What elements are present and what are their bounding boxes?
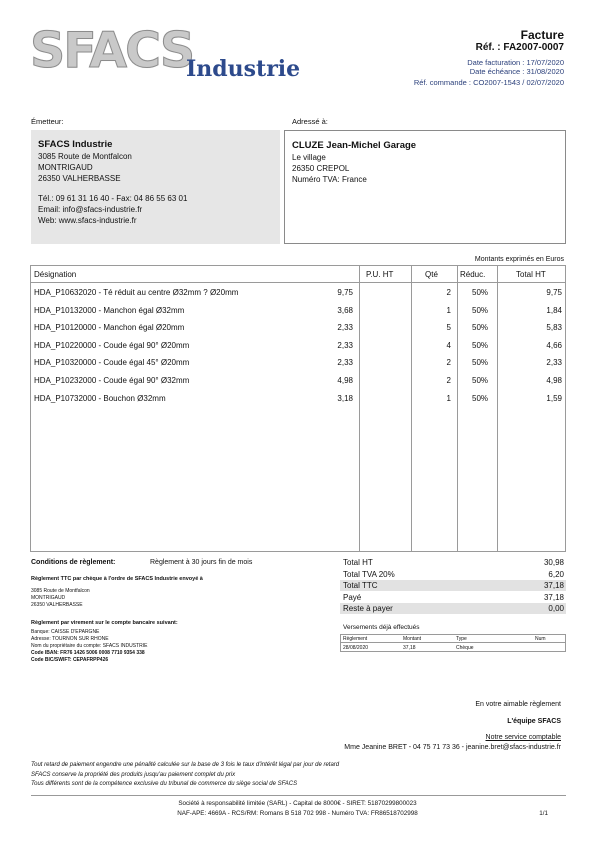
- legal-line-1: Tout retard de paiement engendre une pénalité calculée sur la base de 3 fois le taux d'intérêt légal par jour de retard: [31, 762, 340, 768]
- table-row: [31, 372, 565, 390]
- cell-designation: HDA_P10120000 - Manchon égal Ø20mm: [34, 323, 185, 333]
- total-row: [340, 580, 566, 591]
- cell-unit-price: 4,98: [337, 376, 353, 385]
- bank-address: Adresse: TOURNON SUR RHONE: [31, 636, 109, 642]
- company-logo-subtitle: Industrie: [186, 56, 301, 82]
- total-value: 37,18: [543, 581, 564, 590]
- total-value: 37,18: [543, 592, 564, 602]
- recipient-name: CLUZE Jean-Michel Garage: [292, 140, 417, 151]
- total-value: 6,20: [548, 569, 564, 579]
- bic: Code BIC/SWIFT: CEPAFRPP426: [31, 657, 109, 663]
- legal-line-3: Tous différents sont de la compétence exclusive du tribunal de commerce du siège social de SFACS: [31, 781, 298, 787]
- cell-quantity: 2: [446, 288, 451, 297]
- cell-discount: 50%: [472, 288, 489, 297]
- cell-discount: 50%: [472, 393, 489, 403]
- recipient-address-1: Le village: [292, 153, 326, 162]
- sender-phone-fax: Tél.: 09 61 31 16 40 - Fax: 04 86 55 63 01: [38, 194, 188, 203]
- cell-quantity: 2: [446, 376, 451, 385]
- bank-name: Banque: CAISSE D'EPARGNE: [31, 629, 100, 635]
- recipient-box: [284, 130, 566, 244]
- amounts-currency-note: Montants exprimés en Euros: [474, 256, 564, 263]
- total-label: Total TTC: [343, 581, 378, 590]
- cell-unit-price: 2,33: [337, 323, 353, 333]
- payment-date: 28/08/2020: [343, 645, 369, 651]
- cell-designation: HDA_P10132000 - Manchon égal Ø32mm: [34, 305, 185, 315]
- payment-conditions-value: Règlement à 30 jours fin de mois: [150, 559, 253, 566]
- total-value: 30,98: [543, 558, 564, 567]
- invoice-date: Date facturation : 17/07/2020: [467, 58, 564, 67]
- payments-done-table: [340, 634, 566, 652]
- cell-discount: 50%: [472, 358, 489, 368]
- table-row: [31, 302, 565, 320]
- legal-notice: [31, 761, 339, 790]
- cell-quantity: 1: [446, 305, 451, 315]
- table-row: [31, 390, 565, 408]
- cheque-instructions: Règlement TTC par chèque à l'ordre de SFACS Industrie envoyé à: [31, 576, 203, 582]
- total-row: [340, 592, 566, 603]
- cell-total: 2,33: [546, 358, 562, 368]
- cheque-address-2: MONTRIGAUD: [31, 595, 66, 601]
- cell-designation: HDA_P10632020 - Té réduit au centre Ø32mm ? Ø20mm: [34, 288, 239, 297]
- table-header: [31, 266, 565, 283]
- total-label: Total HT: [343, 558, 373, 567]
- recipient-label: Adressé à:: [292, 117, 328, 126]
- sender-address-1: 3085 Route de Montfalcon: [38, 152, 132, 161]
- total-row: [340, 569, 566, 580]
- total-value: 0,00: [548, 604, 564, 613]
- cell-designation: HDA_P10320000 - Coude égal 45° Ø20mm: [34, 358, 190, 368]
- total-label: Payé: [343, 592, 362, 602]
- cell-quantity: 4: [446, 340, 451, 350]
- sender-label: Émetteur:: [31, 117, 64, 126]
- signature-contact: Mme Jeanine BRET - 04 75 71 73 36 - jeanine.bret@sfacs-industrie.fr: [344, 744, 561, 751]
- cell-designation: HDA_P10220000 - Coude égal 90° Ø20mm: [34, 340, 190, 350]
- total-label: Reste à payer: [343, 604, 393, 613]
- sender-address-3: 26350 VALHERBASSE: [38, 174, 121, 183]
- sender-email: Email: info@sfacs-industrie.fr: [38, 205, 143, 214]
- iban: Code IBAN: FR76 1426 5006 0008 7710 9354 338: [31, 650, 145, 656]
- header-designation: Désignation: [34, 270, 77, 279]
- cell-unit-price: 3,68: [337, 305, 353, 315]
- table-row: [31, 319, 565, 337]
- header-discount: Réduc.: [460, 270, 486, 279]
- cell-total: 1,84: [546, 305, 562, 315]
- cell-quantity: 2: [446, 358, 451, 368]
- payment-type: Chèque: [456, 645, 474, 651]
- cheque-address: [31, 588, 90, 609]
- transfer-instructions: Règlement par virement sur le compte bancaire suivant:: [31, 620, 178, 626]
- cell-discount: 50%: [472, 340, 489, 350]
- cell-quantity: 1: [446, 393, 451, 403]
- cell-unit-price: 2,33: [337, 340, 353, 350]
- cell-discount: 50%: [472, 376, 489, 385]
- page-number: 1/1: [539, 810, 548, 817]
- invoice-due-date: Date échéance : 31/08/2020: [469, 67, 564, 76]
- cheque-address-3: 26350 VALHERBASSE: [31, 602, 83, 608]
- header-total: Total HT: [516, 270, 546, 279]
- cell-unit-price: 3,18: [337, 393, 353, 403]
- footer-line-1: Société à responsabilité limitée (SARL) - Capital de 8000€ - SIRET: 51870299800023: [178, 800, 417, 807]
- payment-amount: 37,18: [403, 645, 416, 651]
- col-montant: Montant: [403, 636, 422, 642]
- cell-total: 1,59: [546, 393, 562, 403]
- table-row: [31, 337, 565, 355]
- payments-done-header: [341, 635, 565, 643]
- account-owner: Nom du propriétaire du compte: SFACS INDUSTRIE: [31, 643, 148, 649]
- signature-team: L'équipe SFACS: [507, 718, 561, 725]
- header-quantity: Qté: [425, 270, 438, 279]
- invoice-title: Facture: [520, 28, 564, 42]
- sender-box: [31, 130, 280, 244]
- cell-unit-price: 2,33: [337, 358, 353, 368]
- total-label: Total TVA 20%: [343, 569, 395, 579]
- header-unit-price: P.U. HT: [366, 270, 394, 279]
- recipient-vat: Numéro TVA: France: [292, 175, 367, 184]
- col-num: Num: [535, 636, 546, 642]
- signature-greeting: En votre aimable règlement: [475, 701, 561, 708]
- total-row: [340, 557, 566, 568]
- footer-line-2: NAF-APE: 4669A - RCS/RM: Romans B 518 702 998 - Numéro TVA: FR86518702998: [177, 810, 418, 817]
- sender-address-2: MONTRIGAUD: [38, 163, 93, 172]
- cell-discount: 50%: [472, 323, 489, 333]
- invoice-lines-table: [30, 265, 566, 552]
- bank-details: [31, 629, 147, 664]
- cell-discount: 50%: [472, 305, 489, 315]
- total-row: [340, 603, 566, 614]
- cell-total: 9,75: [546, 288, 562, 297]
- cell-total: 5,83: [546, 323, 562, 333]
- footer-divider: [31, 795, 566, 796]
- cell-designation: HDA_P10232000 - Coude égal 90° Ø32mm: [34, 376, 190, 385]
- col-reglement: Règlement: [343, 636, 368, 642]
- cell-total: 4,66: [546, 340, 562, 350]
- company-logo-mark: SFACS: [30, 22, 194, 79]
- payment-conditions-label: Conditions de règlement:: [31, 559, 116, 566]
- table-row: [31, 284, 565, 302]
- cell-quantity: 5: [446, 323, 451, 333]
- col-type: Type: [456, 636, 467, 642]
- cheque-address-1: 3085 Route de Montfalcon: [31, 588, 90, 594]
- sender-web: Web: www.sfacs-industrie.fr: [38, 216, 137, 225]
- table-row: [31, 354, 565, 372]
- payments-done-row: [341, 644, 565, 652]
- invoice-ref: Réf. : FA2007-0007: [475, 42, 564, 53]
- sender-name: SFACS Industrie: [38, 139, 113, 150]
- invoice-order-ref: Réf. commande : CO2007-1543 / 02/07/2020: [413, 78, 564, 87]
- cell-designation: HDA_P10732000 - Bouchon Ø32mm: [34, 393, 166, 403]
- legal-line-2: SFACS conserve la propriété des produits jusqu'au paiement complet du prix: [31, 771, 236, 778]
- recipient-address-2: 26350 CREPOL: [292, 164, 350, 173]
- cell-unit-price: 9,75: [337, 288, 353, 297]
- signature-service: Notre service comptable: [485, 734, 561, 741]
- payments-done-title: Versements déjà effectués: [343, 624, 420, 631]
- cell-total: 4,98: [546, 376, 562, 385]
